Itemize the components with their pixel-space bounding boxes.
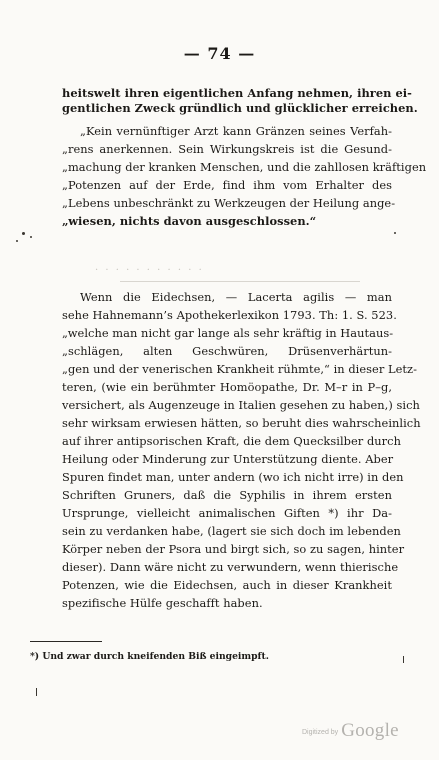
body-line: dieser). Dann wäre nicht zu verwundern, wenn thierische bbox=[62, 560, 399, 574]
watermark-prefix: Digitized by bbox=[302, 729, 339, 736]
body-line: „schlägen, alten Geschwüren, Drüsenverhärtun- bbox=[62, 344, 392, 358]
bleed-through-text: · · · · · · · · · · · bbox=[95, 265, 204, 276]
body-line: Wenn die Eidechsen, — Lacerta agilis — man bbox=[80, 290, 392, 304]
body-line: Schriften Gruners, daß die Syphilis in ihrem ersten bbox=[62, 488, 392, 502]
body-line: heitswelt ihren eigentlichen Anfang nehmen, ihren ei- bbox=[62, 86, 412, 100]
body-line: „Kein vernünftiger Arzt kann Gränzen seines Verfah- bbox=[80, 124, 392, 138]
body-line: Potenzen, wie die Eidechsen, auch in dieser Krankheit bbox=[62, 578, 392, 592]
bleed-through-rule bbox=[120, 281, 360, 282]
body-line: sehr wirksam erwiesen hätten, so beruht dies wahrscheinlich bbox=[62, 416, 421, 430]
ink-speck bbox=[403, 656, 404, 663]
google-logo: Google bbox=[341, 720, 399, 741]
body-line: „machung der kranken Menschen, und die zahllosen kräftigen bbox=[62, 160, 427, 174]
body-line: Ursprunge, vielleicht animalischen Giften *) ihr Da- bbox=[62, 506, 392, 520]
digitized-by-google-watermark bbox=[302, 720, 399, 742]
body-line: auf ihrer antipsorischen Kraft, die dem Quecksilber durch bbox=[62, 434, 401, 448]
body-line: spezifische Hülfe geschafft haben. bbox=[62, 596, 263, 610]
body-line: gentlichen Zweck gründlich und glücklicher erreichen. bbox=[62, 101, 418, 115]
body-line: teren, (wie ein berühmter Homöopathe, Dr. M–r in P–g, bbox=[62, 380, 392, 394]
footnote-rule bbox=[30, 641, 102, 642]
body-line: Körper neben der Psora und birgt sich, so zu sagen, hinter bbox=[62, 542, 405, 556]
body-line: Heilung oder Minderung zur Unterstützung diente. Aber bbox=[62, 452, 394, 466]
body-line: sehe Hahnemann’s Apothekerlexikon 1793. Th: 1. S. 523. bbox=[62, 308, 397, 322]
body-line: versichert, als Augenzeuge in Italien gesehen zu haben,) sich bbox=[62, 398, 420, 412]
ink-speck bbox=[16, 240, 18, 242]
ink-speck bbox=[394, 232, 396, 234]
ink-speck bbox=[22, 232, 25, 235]
footnote: *) Und zwar durch kneifenden Biß eingeimpft. bbox=[30, 651, 269, 662]
body-line: „rens anerkennen. Sein Wirkungskreis ist die Gesund- bbox=[62, 142, 392, 156]
ink-speck bbox=[36, 688, 37, 696]
body-line: „welche man nicht gar lange als sehr kräftig in Hautaus- bbox=[62, 326, 394, 340]
body-line: sein zu verdanken habe, (lagert sie sich doch im lebenden bbox=[62, 524, 401, 538]
body-line: „Lebens unbeschränkt zu Werkzeugen der Heilung ange- bbox=[62, 196, 396, 210]
body-line: Spuren findet man, unter andern (wo ich nicht irre) in den bbox=[62, 470, 404, 484]
body-line: „Potenzen auf der Erde, find ihm vom Erhalter des bbox=[62, 178, 392, 192]
ink-speck bbox=[30, 236, 32, 238]
body-line: „gen und der venerischen Krankheit rühmte,“ in dieser Letz- bbox=[62, 362, 417, 376]
page-number: — 74 — bbox=[183, 44, 256, 63]
body-line: „wiesen, nichts davon ausgeschlossen.“ bbox=[62, 214, 317, 228]
